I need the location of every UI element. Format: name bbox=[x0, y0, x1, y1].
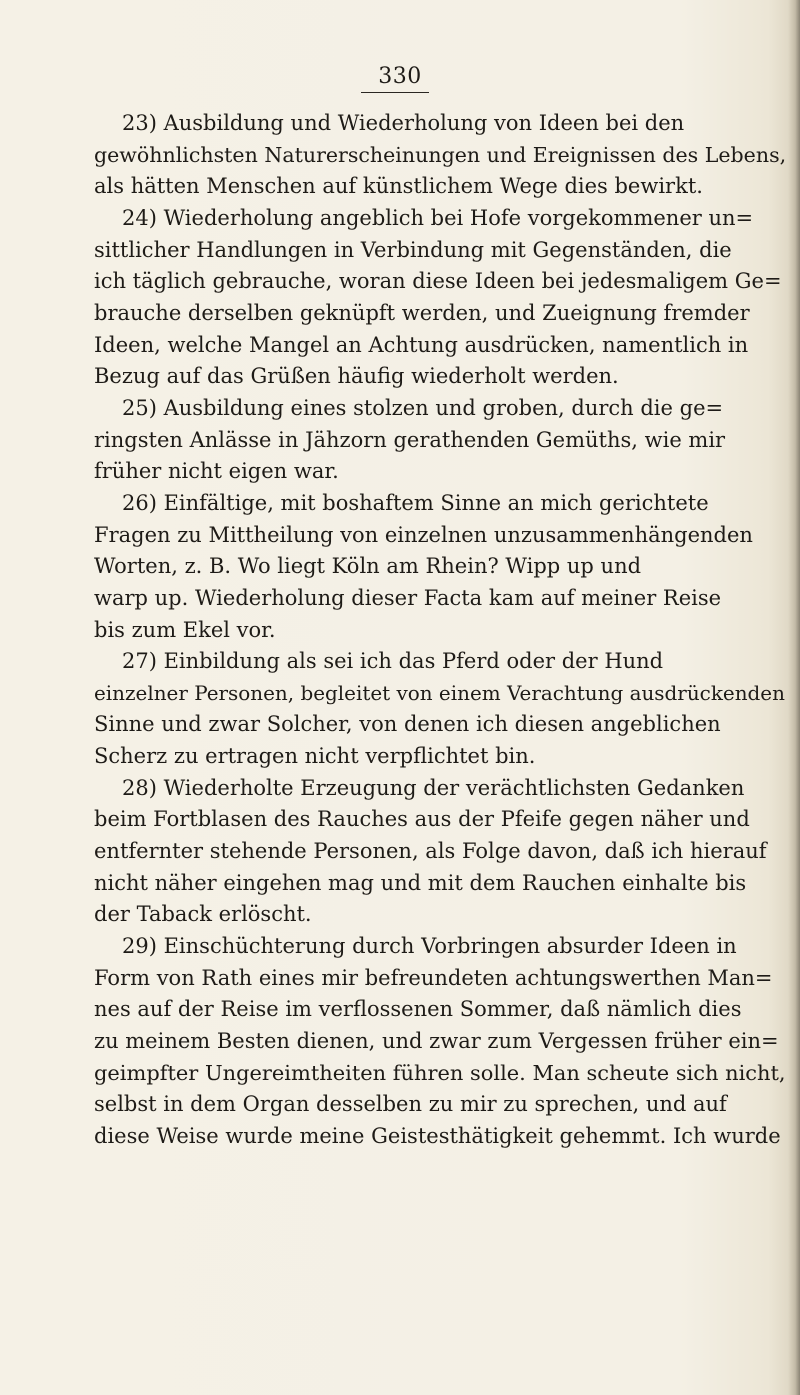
text-line: beim Fortblasen des Rauches aus der Pfeife gegen näher und bbox=[94, 807, 750, 832]
text-line: warp up. Wiederholung dieser Facta kam auf meiner Reise bbox=[94, 585, 722, 610]
text-line: selbst in dem Organ desselben zu mir zu sprechen, und auf bbox=[94, 1092, 727, 1117]
text-line: Bezug auf das Grüßen häufig wiederholt werden. bbox=[94, 364, 619, 389]
text-line: nes auf der Reise im verflossenen Sommer, daß nämlich dies bbox=[94, 997, 742, 1022]
text-line: 24) Wiederholung angeblich bei Hofe vorgekommener un= bbox=[122, 205, 754, 230]
text-line: als hätten Menschen auf künstlichem Wege dies bewirkt. bbox=[94, 174, 703, 199]
text-line: 28) Wiederholte Erzeugung der verächtlichsten Gedanken bbox=[122, 775, 745, 800]
text-line: Worten, z. B. Wo liegt Köln am Rhein? Wipp up und bbox=[94, 554, 642, 579]
page-body-text bbox=[94, 108, 790, 1153]
text-line: Ideen, welche Mangel an Achtung ausdrücken, namentlich in bbox=[94, 332, 749, 357]
text-line: geimpfter Ungereimtheiten führen solle. Man scheute sich nicht, bbox=[94, 1060, 786, 1085]
text-line: ringsten Anlässe in Jähzorn gerathenden Gemüths, wie mir bbox=[94, 427, 726, 452]
text-line: diese Weise wurde meine Geistesthätigkeit gehemmt. Ich wurde bbox=[94, 1124, 781, 1148]
text-line: 23) Ausbildung und Wiederholung von Ideen bei den bbox=[122, 111, 685, 135]
text-line: früher nicht eigen war. bbox=[94, 459, 339, 484]
text-line: 26) Einfältige, mit boshaftem Sinne an mich gerichtete bbox=[122, 490, 709, 515]
text-line: der Taback erlöscht. bbox=[94, 902, 312, 927]
text-line: einzelner Personen, begleitet von einem Verachtung ausdrückenden bbox=[94, 680, 785, 705]
text-line: Form von Rath eines mir befreundeten achtungswerthen Man= bbox=[94, 965, 773, 990]
text-line: ich täglich gebrauche, woran diese Ideen bei jedesmaligem Ge= bbox=[94, 269, 782, 294]
text-line: 25) Ausbildung eines stolzen und groben, durch die ge= bbox=[122, 395, 724, 420]
text-line: Fragen zu Mittheilung von einzelnen unzusammenhängenden bbox=[94, 522, 753, 547]
text-line: entfernter stehende Personen, als Folge davon, daß ich hierauf bbox=[94, 839, 767, 864]
page-number: 330 bbox=[378, 64, 422, 89]
text-line: nicht näher eingehen mag und mit dem Rauchen einhalte bis bbox=[94, 870, 747, 895]
page-edge-shadow bbox=[788, 0, 800, 1395]
page-number-rule bbox=[361, 92, 429, 93]
text-line: zu meinem Besten dienen, und zwar zum Vergessen früher ein= bbox=[94, 1029, 779, 1054]
text-line: Sinne und zwar Solcher, von denen ich diesen angeblichen bbox=[94, 712, 721, 737]
text-line: 29) Einschüchterung durch Vorbringen absurder Ideen in bbox=[122, 934, 737, 959]
text-line: bis zum Ekel vor. bbox=[94, 617, 276, 642]
text-line: Scherz zu ertragen nicht verpflichtet bin. bbox=[94, 744, 536, 769]
text-line: sittlicher Handlungen in Verbindung mit Gegenständen, die bbox=[94, 237, 732, 262]
text-line: brauche derselben geknüpft werden, und Zueignung fremder bbox=[94, 300, 750, 325]
text-line: gewöhnlichsten Naturerscheinungen und Ereignissen des Lebens, bbox=[94, 142, 787, 167]
text-line: 27) Einbildung als sei ich das Pferd oder der Hund bbox=[122, 649, 664, 674]
